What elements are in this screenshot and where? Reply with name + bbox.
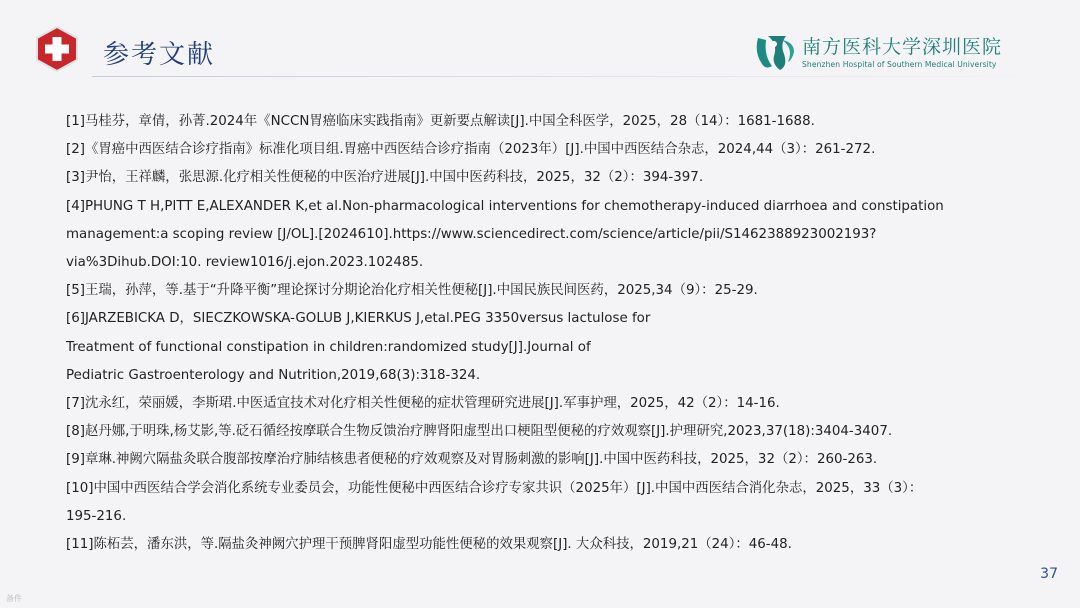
hospital-name-en: Shenzhen Hospital of Southern Medical University	[802, 59, 997, 69]
page-title: 参考文献	[103, 40, 216, 70]
reference-line: [3]尹怡，王祥麟，张思源.化疗相关性便秘的中医治疗进展[J].中国中医药科技，2025，32（2）：394-397.	[66, 170, 704, 186]
reference-line: 195-216.	[66, 508, 127, 524]
reference-line: [5]王瑞，孙萍，等.基于“升降平衡”理论探讨分期论治化疗相关性便秘[J].中国民族民间医药，2025,34（9）：25-29.	[66, 283, 758, 299]
reference-line: Pediatric Gastroenterology and Nutrition,2019,68(3):318-324.	[66, 367, 481, 383]
title-divider	[92, 76, 1052, 77]
page-number: 37	[1040, 566, 1058, 582]
reference-line: [6]JARZEBICKA D，SIECZKOWSKA-GOLUB J,KIERKUS J,etal.PEG 3350versus lactulose for	[66, 311, 651, 327]
reference-line: [7]沈永红，荣丽媛，李斯珺.中医适宜技术对化疗相关性便秘的症状管理研究进展[J].军事护理，2025，42（2）：14-16.	[66, 396, 780, 412]
reference-line: [1]马桂芬，章倩，孙菁.2024年《NCCN胃癌临床实践指南》更新要点解读[J].中国全科医学，2025，28（14）：1681-1688.	[66, 114, 815, 129]
medical-cross-icon	[34, 26, 80, 72]
hospital-logo	[752, 30, 1042, 74]
reference-line: [9]章琳.神阙穴隔盐灸联合腹部按摩治疗肺结核患者便秘的疗效观察及对胃肠刺激的影响[J].中国中医药科技，2025，32（2）：260-263.	[66, 452, 878, 468]
hospital-logo-icon	[752, 30, 796, 74]
reference-line: via%3Dihub.DOI:10. review1016/j.ejon.2023.102485.	[66, 255, 424, 271]
hospital-logo-text	[802, 36, 1002, 69]
reference-line: [8]赵丹娜,于明珠,杨艾影,等.砭石循经按摩联合生物反馈治疗脾肾阳虚型出口梗阻型便秘的疗效观察[J].护理研究,2023,37(18):3404-3407.	[66, 424, 893, 440]
reference-line: [4]PHUNG T H,PITT E,ALEXANDER K,et al.Non-pharmacological interventions for chemotherapy-induced diarrhoea and constipation	[66, 198, 944, 214]
reference-line: [11]陈柘芸，潘东洪，等.隔盐灸神阙穴护理干预脾肾阳虚型功能性便秘的效果观察[J]. 大众科技，2019,21（24）：46-48.	[66, 537, 792, 553]
reference-line: [2]《胃癌中西医结合诊疗指南》标准化项目组.胃癌中西医结合诊疗指南（2023年）[J].中国中西医结合杂志，2024,44（3）：261-272.	[66, 142, 876, 158]
hospital-name-cn: 南方医科大学深圳医院	[802, 35, 1003, 58]
reference-line: Treatment of functional constipation in children:randomized study[J].Journal of	[66, 339, 591, 355]
watermark-text: 备件	[6, 594, 22, 603]
reference-line: management:a scoping review [J/OL].[2024610].https://www.sciencedirect.com/science/article/pii/S1462388923002193?	[66, 226, 877, 242]
reference-list	[66, 108, 1066, 559]
reference-line: [10]中国中西医结合学会消化系统专业委员会，功能性便秘中西医结合诊疗专家共识（2025年）[J].中国中西医结合消化杂志，2025，33（3）：	[66, 480, 923, 496]
